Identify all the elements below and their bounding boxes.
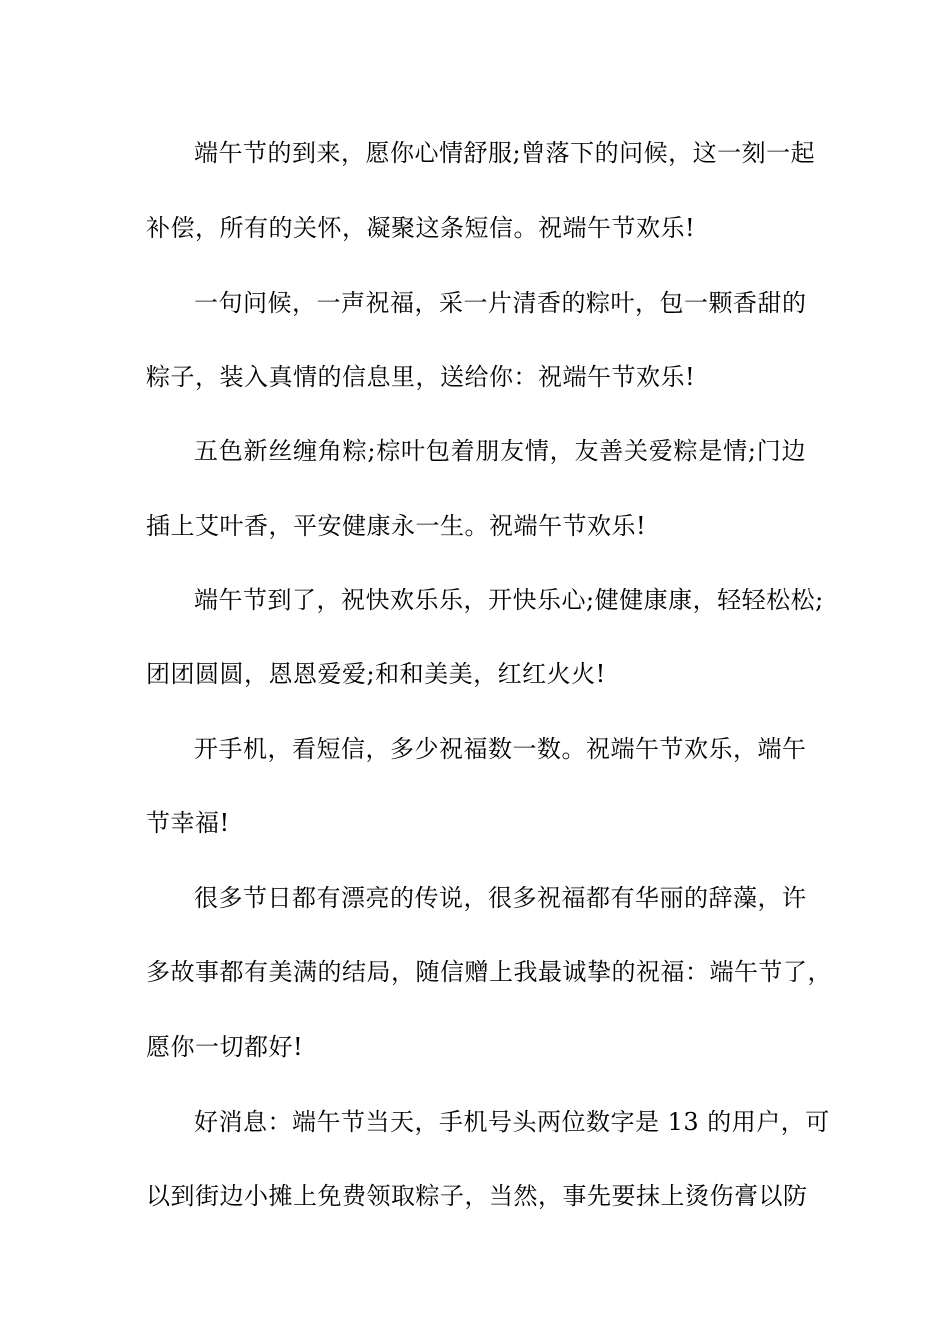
paragraph-1-line-1: 端午节的到来，愿你心情舒服;曾落下的问候，这一刻一起 <box>194 139 816 167</box>
paragraph-6-line-2: 多故事都有美满的结局，随信赠上我最诚挚的祝福：端午节了， <box>146 958 832 986</box>
paragraph-3-line-1: 五色新丝缠角粽;棕叶包着朋友情，友善关爱粽是情;门边 <box>194 437 806 465</box>
paragraph-4-line-2: 团团圆圆，恩恩爱爱;和和美美，红红火火! <box>146 660 606 688</box>
paragraph-4-line-1: 端午节到了，祝快欢乐乐，开快乐心;健健康康，轻轻松松; <box>194 586 824 614</box>
paragraph-6-line-1: 很多节日都有漂亮的传说，很多祝福都有华丽的辞藻，许 <box>194 884 807 912</box>
paragraph-7-line-2: 以到街边小摊上免费领取粽子，当然，事先要抹上烫伤膏以防 <box>146 1182 808 1210</box>
paragraph-5-line-2: 节幸福! <box>146 809 230 837</box>
paragraph-6-line-3: 愿你一切都好! <box>146 1033 304 1061</box>
paragraph-3-line-2: 插上艾叶香，平安健康永一生。祝端午节欢乐! <box>146 512 647 540</box>
paragraph-2-line-2: 粽子，装入真情的信息里，送给你：祝端午节欢乐! <box>146 363 696 391</box>
paragraph-5-line-1: 开手机，看短信，多少祝福数一数。祝端午节欢乐，端午 <box>194 735 807 763</box>
paragraph-7-line-1: 好消息：端午节当天，手机号头两位数字是 13 的用户，可 <box>194 1108 830 1136</box>
paragraph-2-line-1: 一句问候，一声祝福，采一片清香的粽叶，包一颗香甜的 <box>194 289 807 317</box>
paragraph-1-line-2: 补偿，所有的关怀，凝聚这条短信。祝端午节欢乐! <box>146 214 696 242</box>
